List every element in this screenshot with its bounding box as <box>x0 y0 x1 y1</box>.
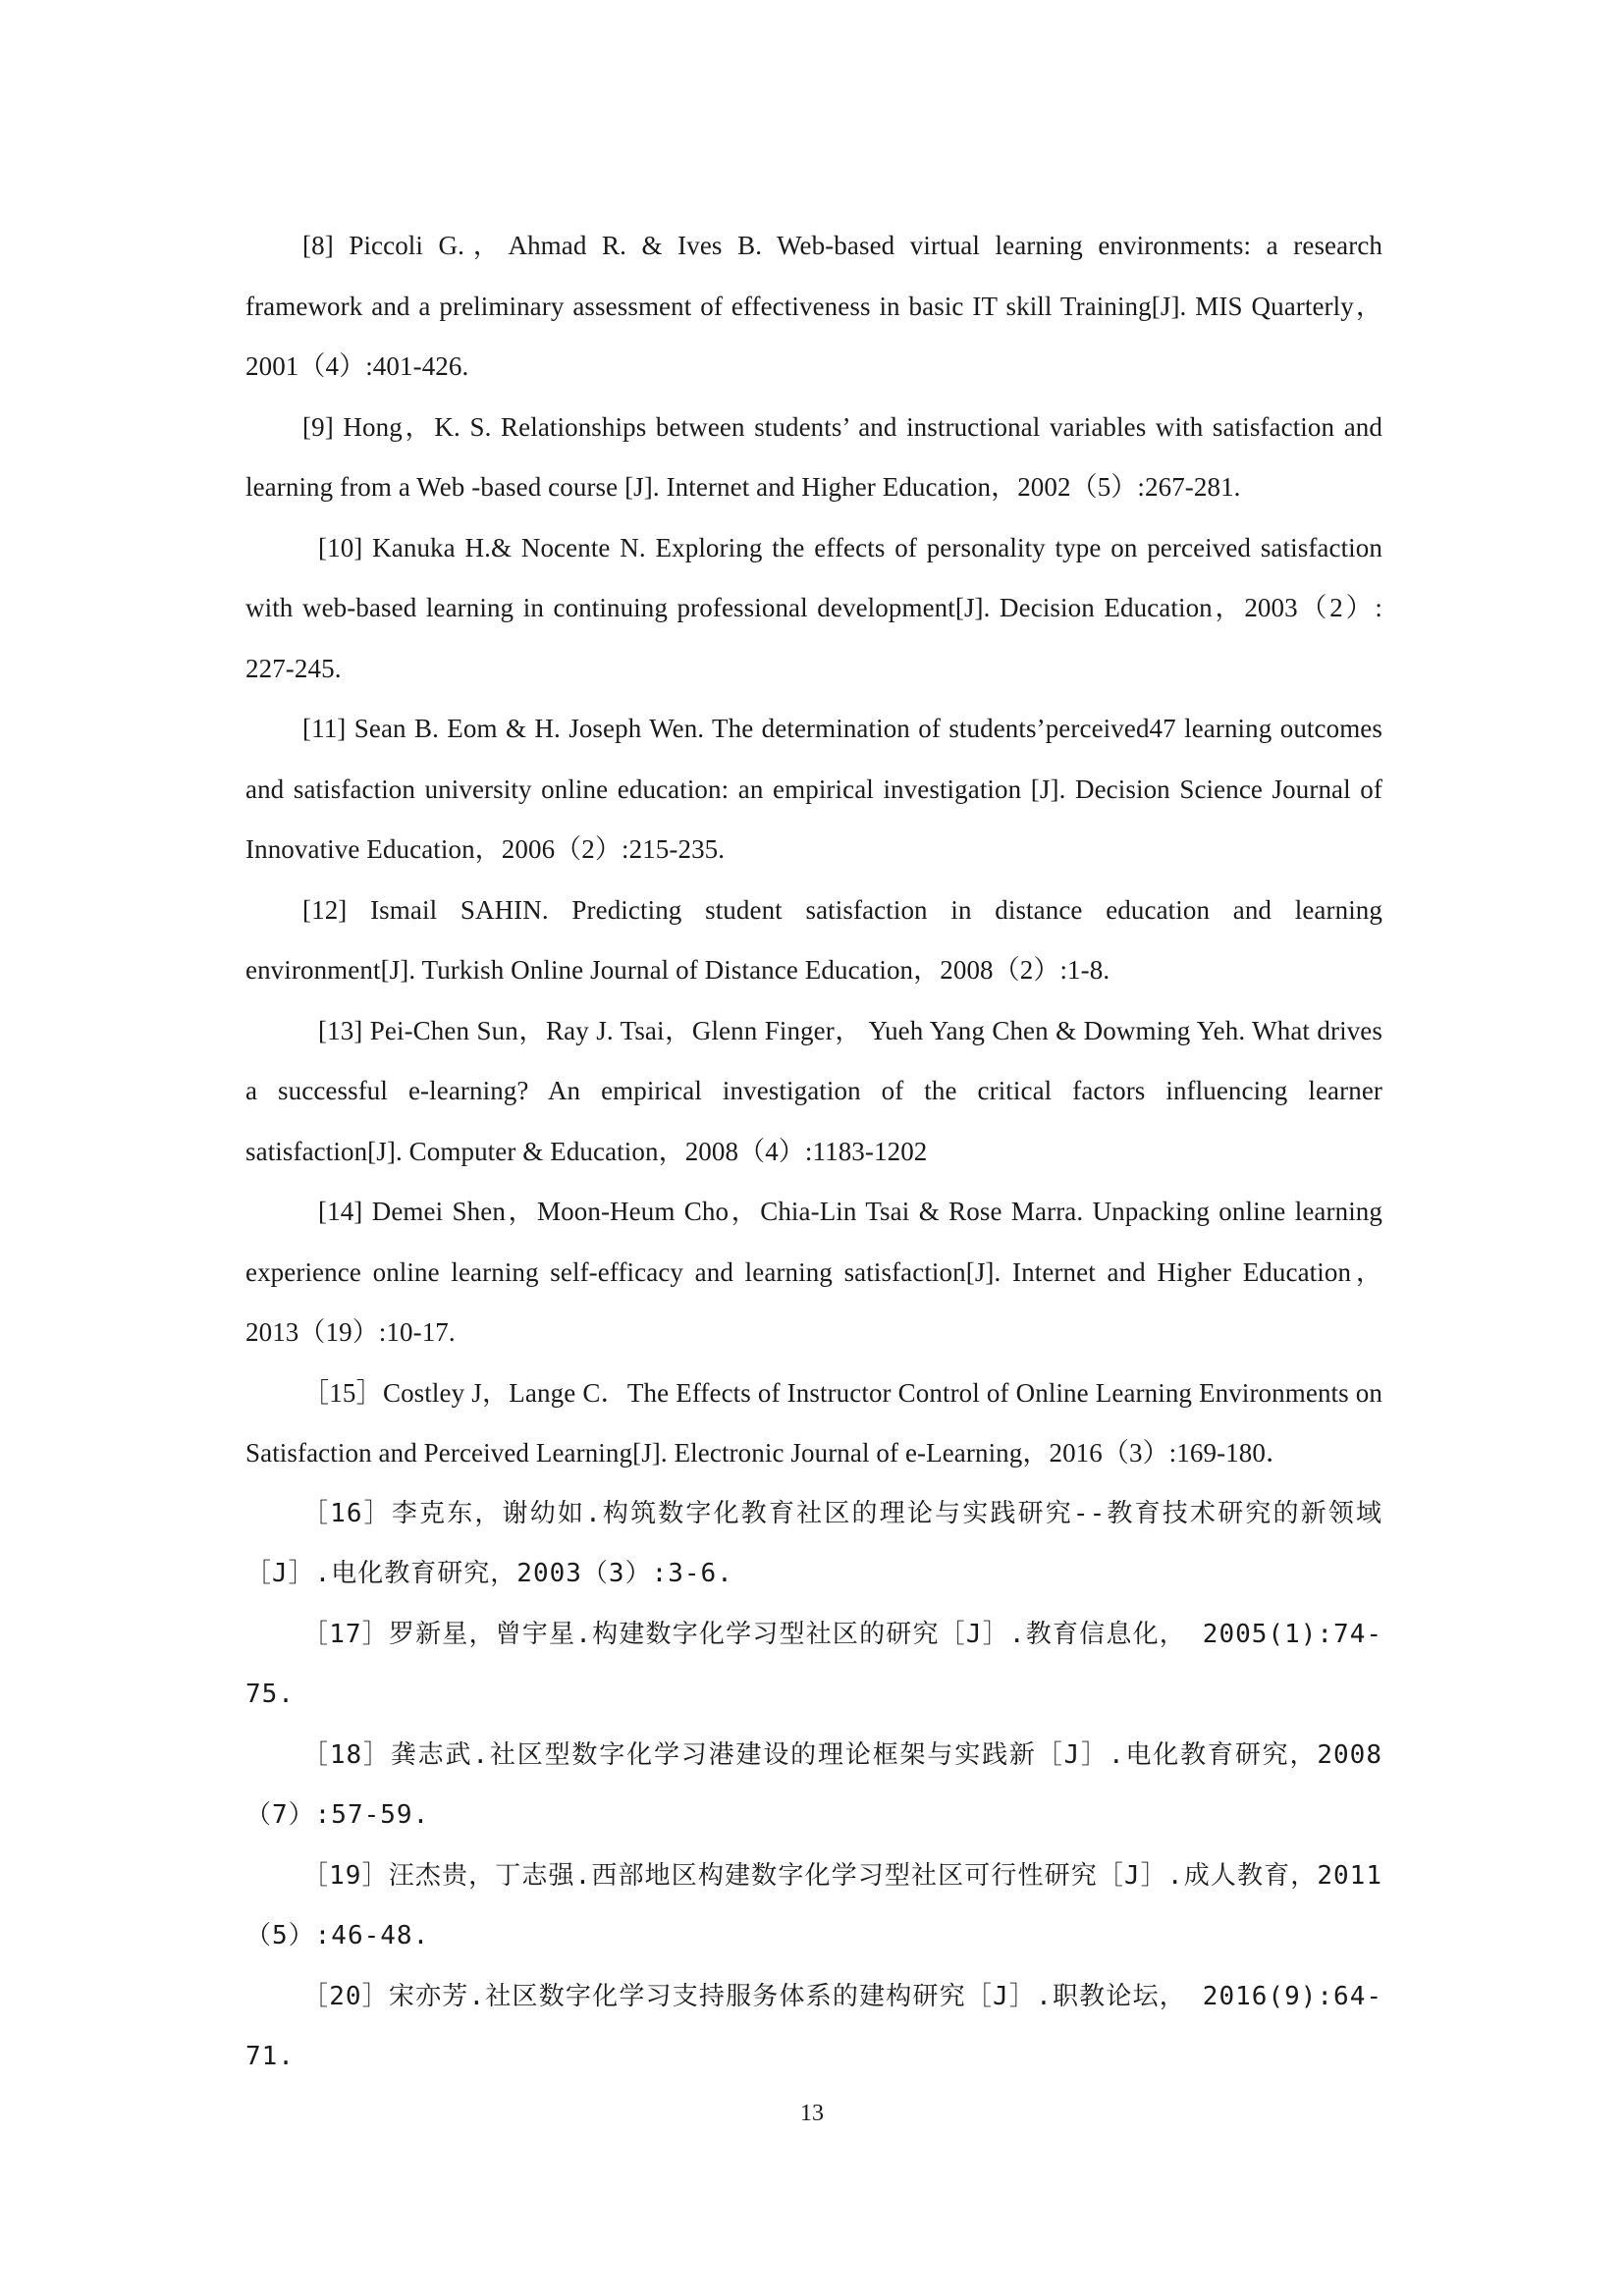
reference-item-10: [10] Kanuka H.& Nocente N. Exploring the effects of personality type on perceived satisfaction with web-based learning in continuing professional development[J]. Decision Education，2003（2）: 227-245. <box>245 532 1382 683</box>
reference-item-19: ［19］汪杰贵，丁志强.西部地区构建数字化学习型社区可行性研究［J］.成人教育，2011（5）:46-48. <box>245 1860 1382 1950</box>
reference-item-12: [12] Ismail SAHIN. Predicting student satisfaction in distance education and learning environment[J]. Turkish Online Journal of Distance Education，2008（2）:1-8. <box>245 894 1382 985</box>
reference-item-16: ［16］李克东，谢幼如.构筑数字化教育社区的理论与实践研究--教育技术研究的新领域［J］.电化教育研究，2003（3）:3-6. <box>245 1498 1382 1588</box>
reference-list <box>245 216 1382 2088</box>
reference-item-18: ［18］龚志武.社区型数字化学习港建设的理论框架与实践新［J］.电化教育研究，2008（7）:57-59. <box>245 1739 1382 1830</box>
reference-item-8: [8] Piccoli G.，Ahmad R. & Ives B. Web-based virtual learning environments: a research framework and a preliminary assessment of effectiveness in basic IT skill Training[J]. MIS Quarterly，2001（4）:401-426. <box>245 231 1382 381</box>
reference-item-9: [9] Hong，K. S. Relationships between students’ and instructional variables with satisfaction and learning from a Web -based course [J]. Internet and Higher Education，2002（5）:267-281. <box>245 411 1382 502</box>
reference-item-20: ［20］宋亦芳.社区数字化学习支持服务体系的建构研究［J］.职教论坛， 2016(9):64-71. <box>245 1981 1382 2071</box>
reference-item-14: [14] Demei Shen，Moon-Heum Cho，Chia-Lin Tsai & Rose Marra. Unpacking online learning experience online learning self-efficacy and learning satisfaction[J]. Internet and Higher Education，2013（19）:10-17. <box>245 1197 1382 1347</box>
reference-item-17: ［17］罗新星，曾宇星.构建数字化学习型社区的研究［J］.教育信息化， 2005(1):74-75. <box>245 1619 1382 1709</box>
reference-item-15: ［15］Costley J，Lange C．The Effects of Instructor Control of Online Learning Environments on Satisfaction and Perceived Learning[J]. Electronic Journal of e-Learning，2016（3）:169-180． <box>245 1377 1382 1468</box>
reference-item-11: [11] Sean B. Eom & H. Joseph Wen. The determination of students’perceived47 learning outcomes and satisfaction university online education: an empirical investigation [J]. Decision Science Journal of Innovative Education，2006（2）:215-235. <box>245 714 1382 864</box>
reference-item-13: [13] Pei-Chen Sun，Ray J. Tsai，Glenn Finger， Yueh Yang Chen & Dowming Yeh. What drives a successful e-learning? An empirical investigation of the critical factors influencing learner satisfaction[J]. Computer & Education，2008（4）:1183-1202 <box>245 1015 1382 1166</box>
page-number: 13 <box>800 2101 824 2126</box>
